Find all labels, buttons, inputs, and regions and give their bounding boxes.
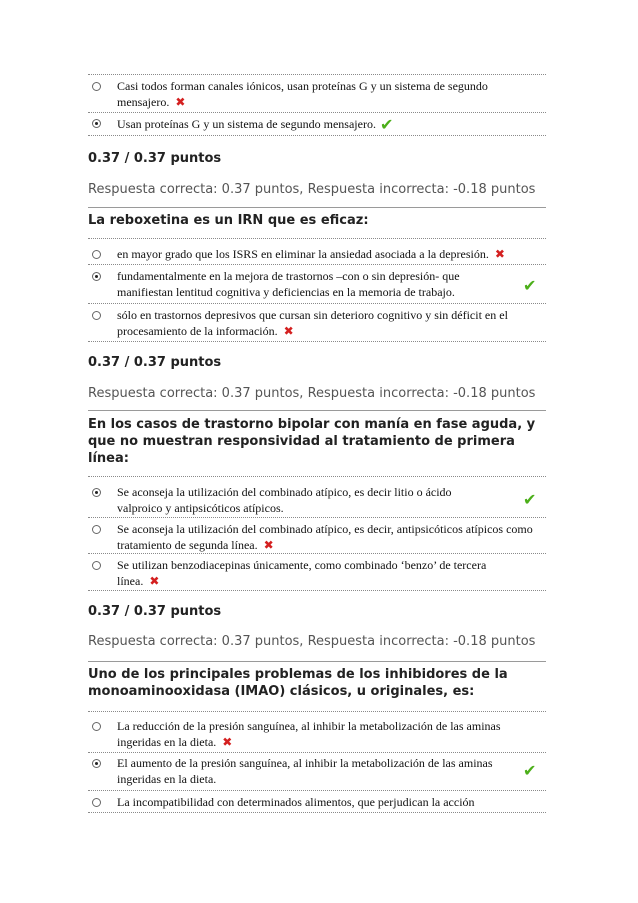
answer-text: La incompatibilidad con determinados alimentos, que perjudican la acción xyxy=(117,795,475,809)
answer-option xyxy=(88,268,546,302)
divider xyxy=(88,812,546,813)
divider xyxy=(88,553,546,554)
divider xyxy=(88,207,546,208)
incorrect-icon: ✖ xyxy=(175,95,186,109)
correct-check-icon: ✔ xyxy=(523,761,537,780)
question-text: La reboxetina es un IRN que es eficaz: xyxy=(88,213,369,228)
incorrect-icon: ✖ xyxy=(263,538,274,552)
divider xyxy=(88,74,546,75)
answer-option xyxy=(88,755,546,789)
answer-text: Casi todos forman canales iónicos, usan proteínas G y un sistema de segundo mensajero. xyxy=(117,79,488,109)
divider xyxy=(88,661,546,662)
incorrect-icon: ✖ xyxy=(149,574,160,588)
question-text: Uno de los principales problemas de los inhibidores de la monoaminooxidasa (IMAO) clásicos, u originales, es: xyxy=(88,667,508,699)
radio-button[interactable] xyxy=(92,311,101,320)
answer-text: El aumento de la presión sanguínea, al inhibir la metabolización de las aminas ingeridas en la dieta. xyxy=(117,756,493,786)
correct-check-icon: ✔ xyxy=(523,490,537,509)
divider xyxy=(88,303,546,304)
incorrect-icon: ✖ xyxy=(222,735,233,749)
score-text: 0.37 / 0.37 puntos xyxy=(88,355,222,370)
radio-button-selected[interactable] xyxy=(92,272,101,281)
divider xyxy=(88,112,546,113)
correct-check-icon: ✔ xyxy=(523,276,537,295)
scoring-info: Respuesta correcta: 0.37 puntos, Respuesta incorrecta: -0.18 puntos xyxy=(88,386,536,401)
radio-button[interactable] xyxy=(92,250,101,259)
answer-option xyxy=(88,484,546,518)
answer-text: fundamentalmente en la mejora de trastornos –con o sin depresión- que manifiestan lentitud cognitiva y deficiencias en la memoria de trabajo. xyxy=(117,269,460,299)
divider xyxy=(88,590,546,591)
answer-text: Se utilizan benzodiacepinas únicamente, como combinado ‘benzo’ de tercera línea. xyxy=(117,558,487,588)
scoring-info: Respuesta correcta: 0.37 puntos, Respuesta incorrecta: -0.18 puntos xyxy=(88,634,536,649)
divider xyxy=(88,517,546,518)
score-text: 0.37 / 0.37 puntos xyxy=(88,604,222,619)
radio-button-selected[interactable] xyxy=(92,759,101,768)
answer-text: en mayor grado que los ISRS en eliminar la ansiedad asociada a la depresión. xyxy=(117,247,489,261)
answer-text: La reducción de la presión sanguínea, al inhibir la metabolización de las aminas ingeridas en la dieta. xyxy=(117,719,501,749)
answer-option xyxy=(88,115,546,135)
radio-button[interactable] xyxy=(92,722,101,731)
answer-option xyxy=(88,557,546,591)
answer-option xyxy=(88,794,546,812)
answer-text: Usan proteínas G y un sistema de segundo mensajero. xyxy=(117,117,376,131)
incorrect-icon: ✖ xyxy=(283,324,294,338)
radio-button[interactable] xyxy=(92,798,101,807)
divider xyxy=(88,752,546,753)
answer-text: Se aconseja la utilización del combinado atípico, es decir, antipsicóticos atípicos como tratamiento de segunda línea. xyxy=(117,522,533,552)
answer-option xyxy=(88,307,546,341)
divider xyxy=(88,341,546,342)
incorrect-icon: ✖ xyxy=(494,247,505,261)
radio-button-selected[interactable] xyxy=(92,488,101,497)
divider xyxy=(88,790,546,791)
answer-text: Se aconseja la utilización del combinado atípico, es decir litio o ácido valproico y antipsicóticos atípicos. xyxy=(117,485,452,515)
score-text: 0.37 / 0.37 puntos xyxy=(88,151,222,166)
divider xyxy=(88,135,546,136)
radio-button[interactable] xyxy=(92,82,101,91)
divider xyxy=(88,410,546,411)
answer-option xyxy=(88,718,546,752)
scoring-info: Respuesta correcta: 0.37 puntos, Respuesta incorrecta: -0.18 puntos xyxy=(88,182,536,197)
answer-option xyxy=(88,246,546,264)
radio-button[interactable] xyxy=(92,561,101,570)
question-text: En los casos de trastorno bipolar con manía en fase aguda, y que no muestran responsividad al tratamiento de primera línea: xyxy=(88,417,536,466)
radio-button-selected[interactable] xyxy=(92,119,101,128)
radio-button[interactable] xyxy=(92,525,101,534)
answer-text: sólo en trastornos depresivos que cursan sin deterioro cognitivo y sin déficit en el procesamiento de la información. xyxy=(117,308,508,338)
divider xyxy=(88,264,546,265)
divider xyxy=(88,476,546,477)
divider xyxy=(88,711,546,712)
divider xyxy=(88,238,546,239)
answer-option xyxy=(88,78,546,112)
answer-option xyxy=(88,521,546,555)
correct-check-icon: ✔ xyxy=(379,115,394,134)
